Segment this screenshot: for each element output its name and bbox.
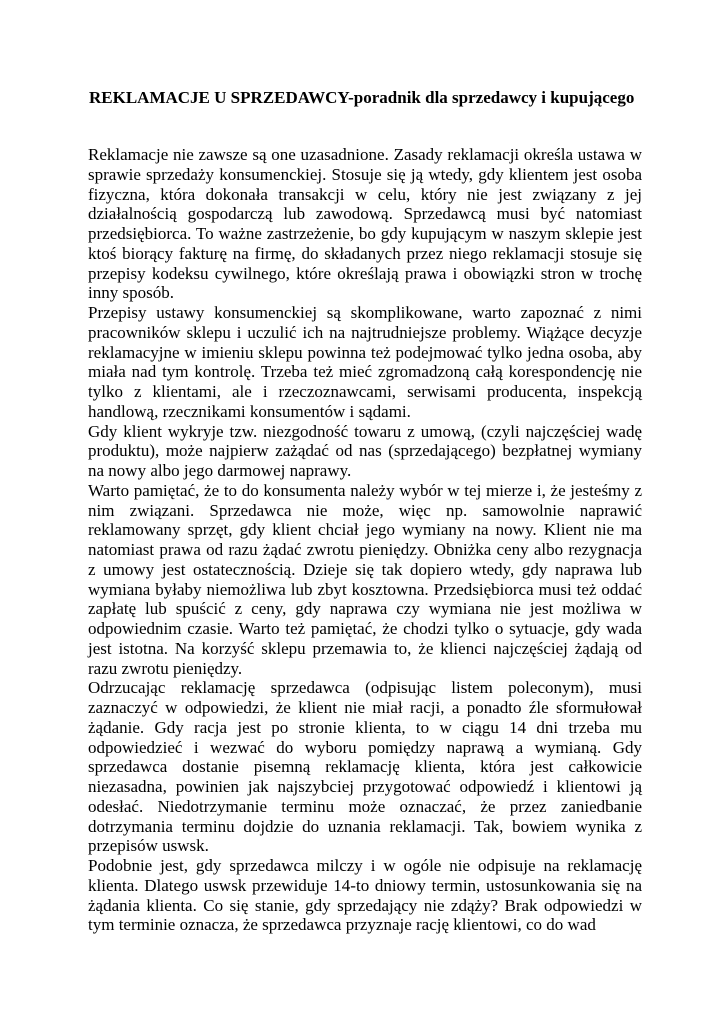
paragraph: Gdy klient wykryje tzw. niezgodność towaru z umową, (czyli najczęściej wadę produktu), może najpierw zażądać od nas (sprzedającego) bezpłatnej wymiany na nowy albo jego darmowej naprawy. [88, 421, 642, 480]
paragraph: Przepisy ustawy konsumenckiej są skomplikowane, warto zapoznać z nimi pracowników sklepu i uczulić ich na najtrudniejsze problemy. Wiążące decyzje reklamacyjne w imieniu sklepu powinna też podejmować tylko jedna osoba, aby miała nad tym kontrolę. Trzeba też mieć zgromadzoną całą korespondencję nie tylko z klientami, ale i rzeczoznawcami, serwisami producenta, inspekcją handlową, rzecznikami konsumentów i sądami. [88, 303, 642, 421]
document-body [88, 145, 642, 935]
document-title: REKLAMACJE U SPRZEDAWCY-poradnik dla sprzedawcy i kupującego [89, 88, 635, 107]
paragraph: Odrzucając reklamację sprzedawca (odpisując listem poleconym), musi zaznaczyć w odpowiedzi, że klient nie miał racji, a ponadto źle sformułował żądanie. Gdy racja jest po stronie klienta, to w ciągu 14 dni trzeba mu odpowiedzieć i wezwać do wyboru pomiędzy naprawą a wymianą. Gdy sprzedawca dostanie pisemną reklamację klienta, która jest całkowicie niezasadna, powinien jak najszybciej przygotować odpowiedź i klientowi ją odesłać. Niedotrzymanie terminu może oznaczać, że przez zaniedbanie dotrzymania terminu dojdzie do uznania reklamacji. Tak, bowiem wynika z przepisów uswsk. [88, 678, 642, 856]
paragraph: Podobnie jest, gdy sprzedawca milczy i w ogóle nie odpisuje na reklamację klienta. Dlatego uswsk przewiduje 14-to dniowy termin, ustosunkowania się na żądania klienta. Co się stanie, gdy sprzedający nie zdąży? Brak odpowiedzi w tym terminie oznacza, że sprzedawca przyznaje rację klientowi, co do wad [88, 856, 642, 935]
paragraph: Warto pamiętać, że to do konsumenta należy wybór w tej mierze i, że jesteśmy z nim związani. Sprzedawca nie może, więc np. samowolnie naprawić reklamowany sprzęt, gdy klient chciał jego wymiany na nowy. Klient nie ma natomiast prawa od razu żądać zwrotu pieniędzy. Obniżka ceny albo rezygnacja z umowy jest ostatecznością. Dzieje się tak dopiero wtedy, gdy naprawa lub wymiana byłaby niemożliwa lub zbyt kosztowna. Przedsiębiorca musi też oddać zapłatę lub spuścić z ceny, gdy naprawa czy wymiana nie jest możliwa w odpowiednim czasie. Warto też pamiętać, że chodzi tylko o sytuacje, gdy wada jest istotna. Na korzyść sklepu przemawia to, że klienci najczęściej żądają od razu zwrotu pieniędzy. [88, 480, 642, 678]
paragraph: Reklamacje nie zawsze są one uzasadnione. Zasady reklamacji określa ustawa w sprawie sprzedaży konsumenckiej. Stosuje się ją wtedy, gdy klientem jest osoba fizyczna, która dokonała transakcji w celu, który nie jest związany z jej działalnością gospodarczą lub zawodową. Sprzedawcą musi być natomiast przedsiębiorca. To ważne zastrzeżenie, bo gdy kupującym w naszym sklepie jest ktoś biorący fakturę na firmę, do składanych przez niego reklamacji stosuje się przepisy kodeksu cywilnego, które określają prawa i obowiązki stron w trochę inny sposób. [88, 145, 642, 303]
